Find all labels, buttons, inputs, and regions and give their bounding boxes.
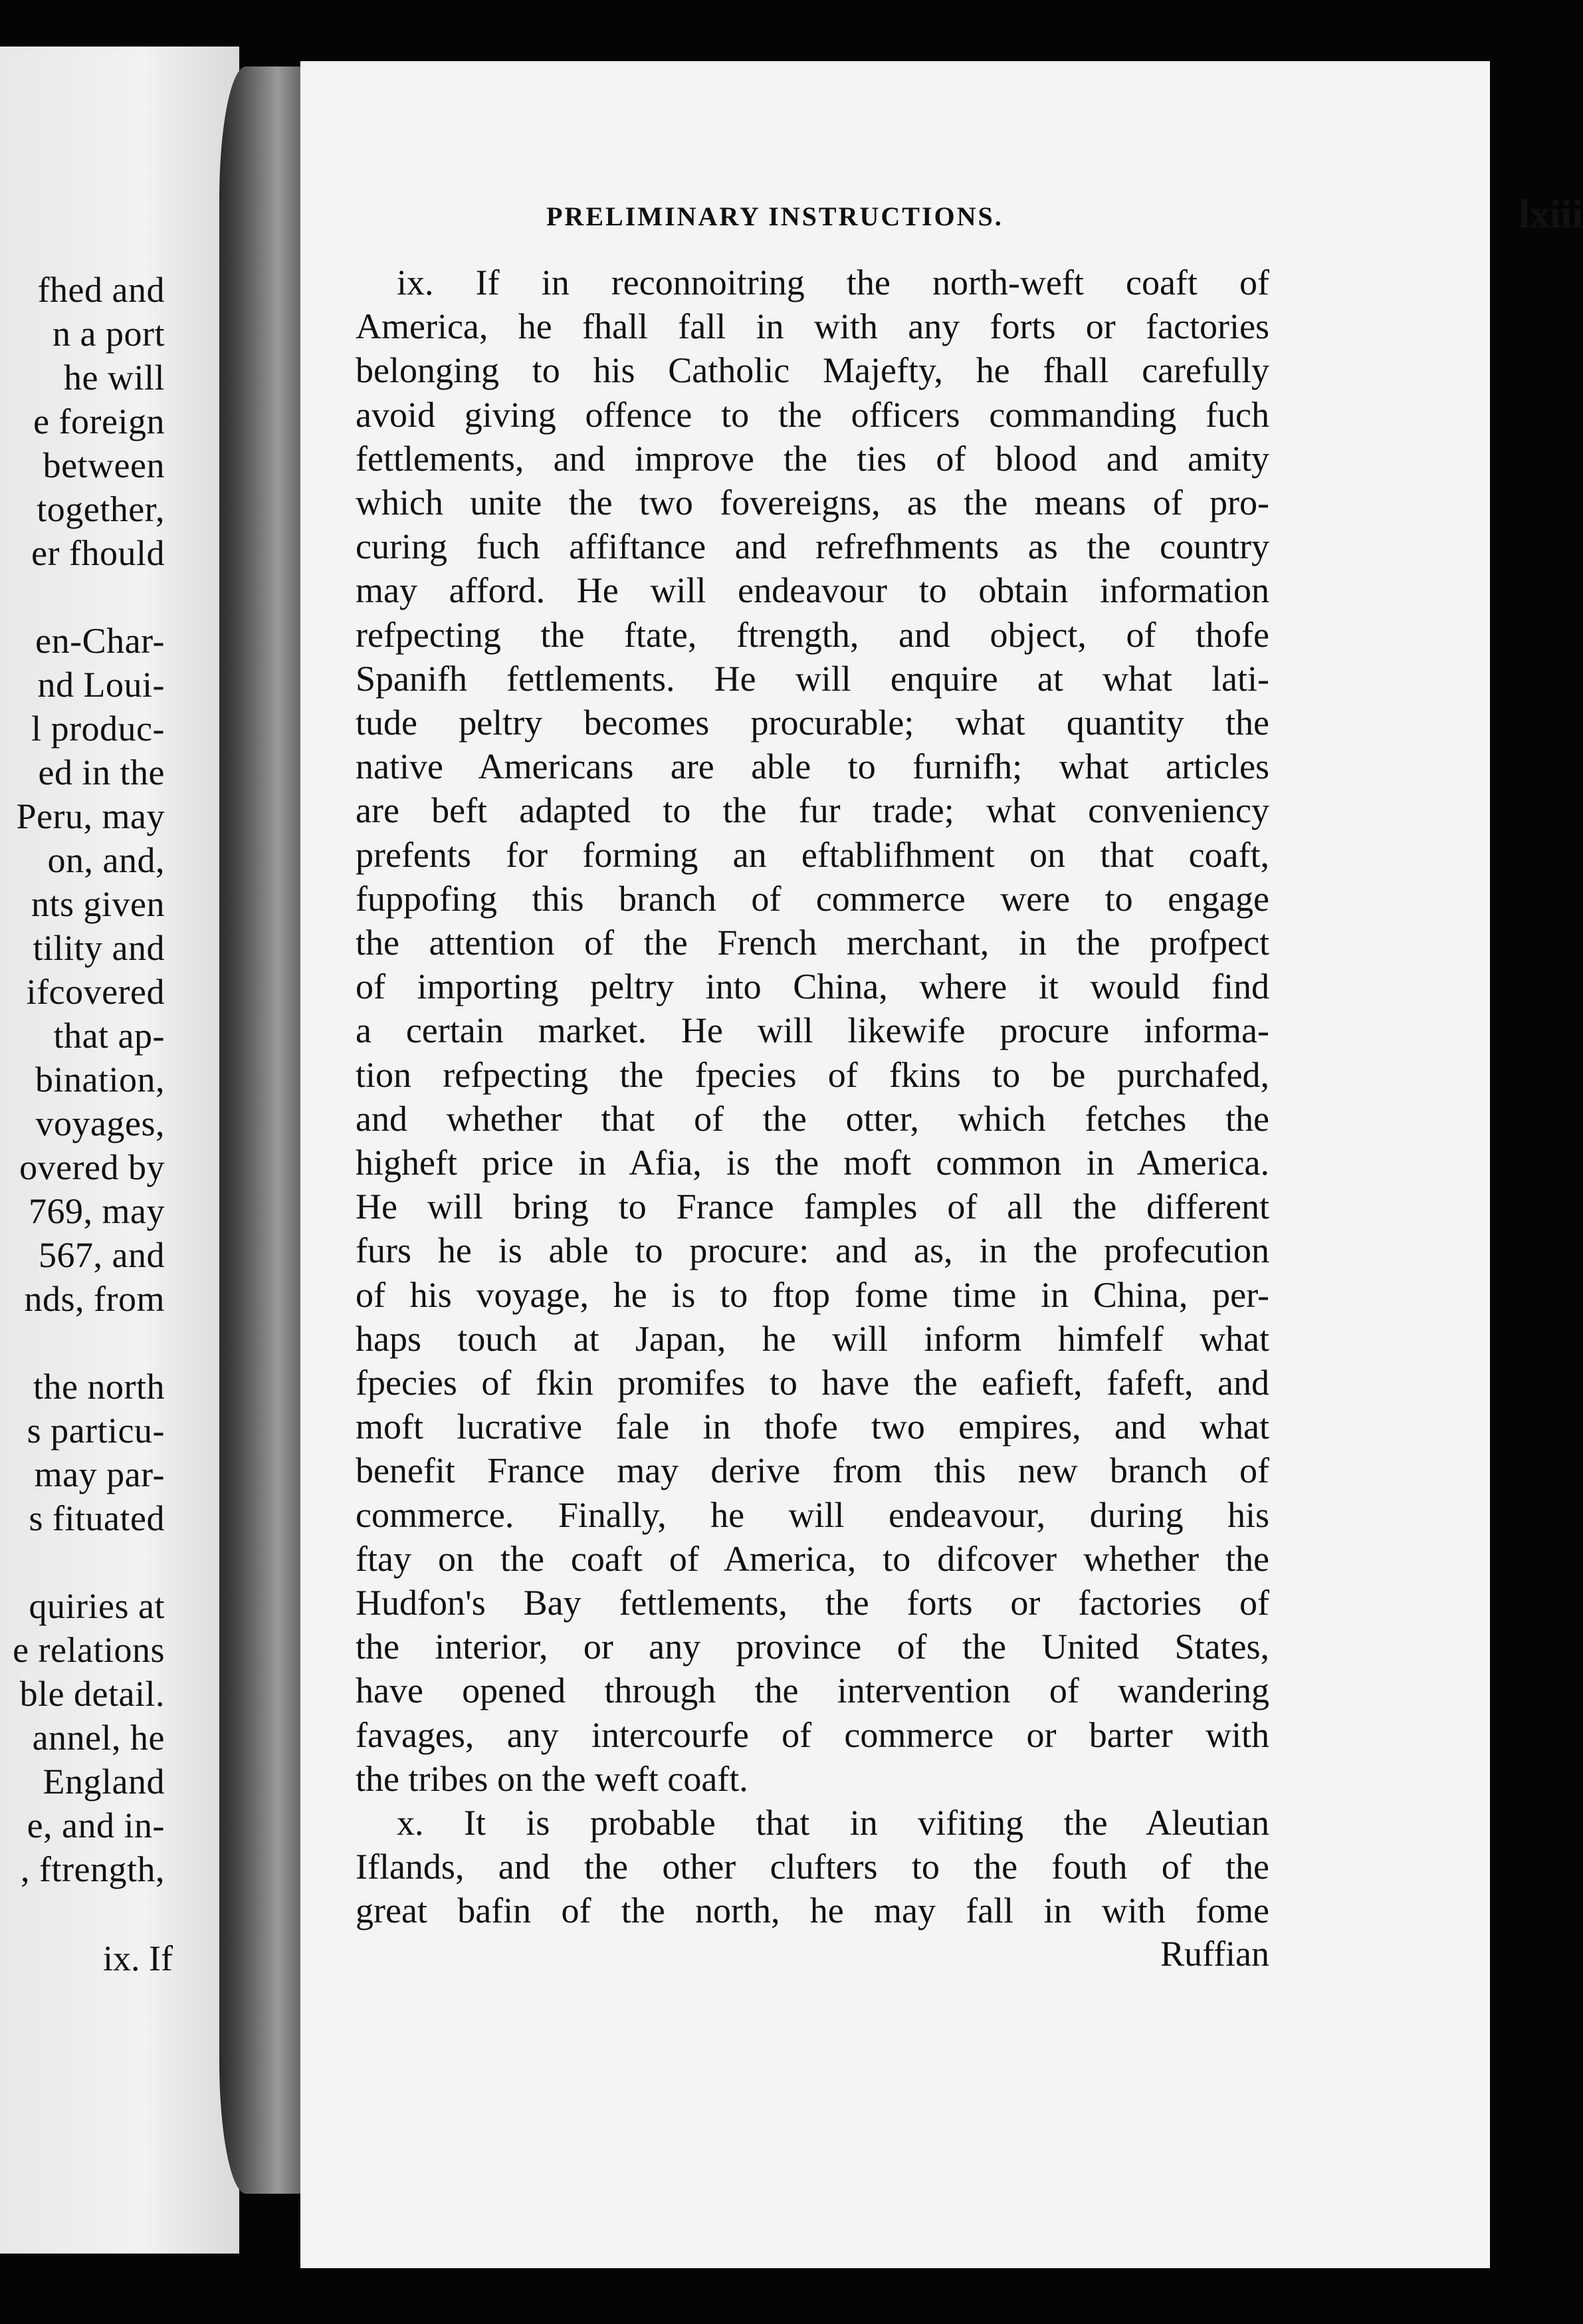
left-page-line: e foreign — [33, 402, 165, 441]
left-page-line: nts given — [31, 884, 165, 924]
running-title: PRELIMINARY INSTRUCTIONS. — [546, 201, 1003, 231]
left-page-line: fhed and — [37, 270, 165, 310]
left-page-line: ifcovered — [26, 972, 165, 1012]
text-line: He will bring to France famples of all the different — [356, 1187, 1269, 1226]
text-line: may afford. He will endeavour to obtain information — [356, 570, 1269, 610]
left-page-line: together, — [37, 489, 165, 529]
left-page-line: bination, — [35, 1060, 165, 1100]
left-page-line: e relations — [13, 1630, 165, 1670]
text-line: native Americans are able to furnifh; what articles — [356, 747, 1269, 786]
left-page-line: quiries at — [29, 1586, 165, 1626]
left-page-line: the north — [33, 1367, 165, 1407]
left-page-line: that ap- — [53, 1016, 165, 1056]
text-line: moft lucrative fale in thofe two empires, and what — [356, 1407, 1269, 1447]
text-line: the attention of the French merchant, in the profpect — [356, 923, 1269, 963]
left-page-line: n a port — [53, 314, 165, 354]
left-page-line: between — [43, 445, 165, 485]
text-line: the tribes on the weft coaft. — [356, 1759, 748, 1799]
left-page-line: Peru, may — [16, 796, 165, 836]
text-line: commerce. Finally, he will endeavour, during his — [356, 1495, 1269, 1535]
text-line: higheft price in Afia, is the moft common in America. — [356, 1143, 1269, 1183]
text-line: benefit France may derive from this new branch of — [356, 1451, 1269, 1490]
text-line: of his voyage, he is to ftop fome time in China, per- — [356, 1275, 1269, 1315]
left-page-line: England — [43, 1762, 165, 1801]
text-line: ftay on the coaft of America, to difcover whether the — [356, 1539, 1269, 1579]
left-page-line: annel, he — [32, 1718, 165, 1758]
left-page-line: s fituated — [29, 1498, 165, 1538]
page-number: lxiii — [1519, 192, 1583, 236]
left-facing-page — [0, 47, 239, 2254]
text-line: Iflands, and the other clufters to the fouth of the — [356, 1847, 1269, 1887]
text-line: have opened through the intervention of wandering — [356, 1671, 1269, 1710]
text-line: America, he fhall fall in with any forts or factories — [356, 306, 1269, 346]
left-page-line: he will — [64, 358, 165, 398]
text-line: Hudfon's Bay fettlements, the forts or factories of — [356, 1583, 1269, 1623]
text-line: and whether that of the otter, which fetches the — [356, 1099, 1269, 1139]
left-page-line: s particu- — [27, 1411, 165, 1451]
text-line: fpecies of fkin promifes to have the eafieft, fafeft, and — [356, 1363, 1269, 1403]
left-page-line: nd Loui- — [37, 665, 165, 705]
text-line: tude peltry becomes procurable; what quantity the — [356, 703, 1269, 743]
left-page-line: may par- — [34, 1454, 165, 1494]
text-line: Spanifh fettlements. He will enquire at what lati- — [356, 659, 1269, 699]
text-line: tion refpecting the fpecies of fkins to be purchafed, — [356, 1055, 1269, 1095]
left-page-line: voyages, — [35, 1104, 165, 1143]
text-line: refpecting the ftate, ftrength, and object, of thofe — [356, 615, 1269, 655]
text-line: favages, any intercourfe of commerce or barter with — [356, 1715, 1269, 1755]
left-page-line: tility and — [33, 928, 165, 968]
running-head — [546, 194, 1583, 241]
text-line: curing fuch affiftance and refrefhments as the country — [356, 526, 1269, 566]
left-page-line: l produc- — [31, 709, 165, 749]
text-line: of importing peltry into China, where it would find — [356, 967, 1269, 1006]
left-page-text — [0, 47, 239, 2254]
left-page-line: en-Char- — [35, 621, 165, 661]
text-line: haps touch at Japan, he will inform himfelf what — [356, 1319, 1269, 1359]
text-line: furs he is able to procure: and as, in the profecution — [356, 1230, 1269, 1270]
left-page-line: overed by — [19, 1147, 165, 1187]
text-line: x. It is probable that in vifiting the Aleutian — [397, 1803, 1269, 1843]
left-page-catchword: ix. If — [103, 1938, 173, 1978]
right-page-catchword: Ruffian — [1160, 1934, 1269, 1974]
text-line: prefents for forming an eftablifhment on that coaft, — [356, 835, 1269, 875]
left-page-line: on, and, — [47, 840, 165, 880]
left-page-line: 769, may — [29, 1191, 165, 1231]
text-line: ix. If in reconnoitring the north-weft coaft of — [397, 263, 1269, 302]
left-page-line: e, and in- — [27, 1805, 165, 1845]
left-page-line: 567, and — [39, 1235, 165, 1275]
text-line: a certain market. He will likewife procure informa- — [356, 1010, 1269, 1050]
text-line: are beft adapted to the fur trade; what conveniency — [356, 790, 1269, 830]
text-line: fuppofing this branch of commerce were to engage — [356, 879, 1269, 919]
text-line: which unite the two fovereigns, as the means of pro- — [356, 483, 1269, 523]
text-line: great bafin of the north, he may fall in with fome — [356, 1891, 1269, 1930]
left-page-line: ble detail. — [19, 1674, 165, 1714]
left-page-line: ed in the — [38, 753, 165, 792]
text-line: avoid giving offence to the officers commanding fuch — [356, 395, 1269, 435]
text-line: fettlements, and improve the ties of blood and amity — [356, 439, 1269, 479]
left-page-line: nds, from — [24, 1279, 165, 1319]
left-page-line: er fhould — [31, 533, 165, 573]
text-line: the interior, or any province of the United States, — [356, 1627, 1269, 1667]
text-line: belonging to his Catholic Majefty, he fhall carefully — [356, 350, 1269, 390]
left-page-line: , ftrength, — [21, 1849, 165, 1889]
